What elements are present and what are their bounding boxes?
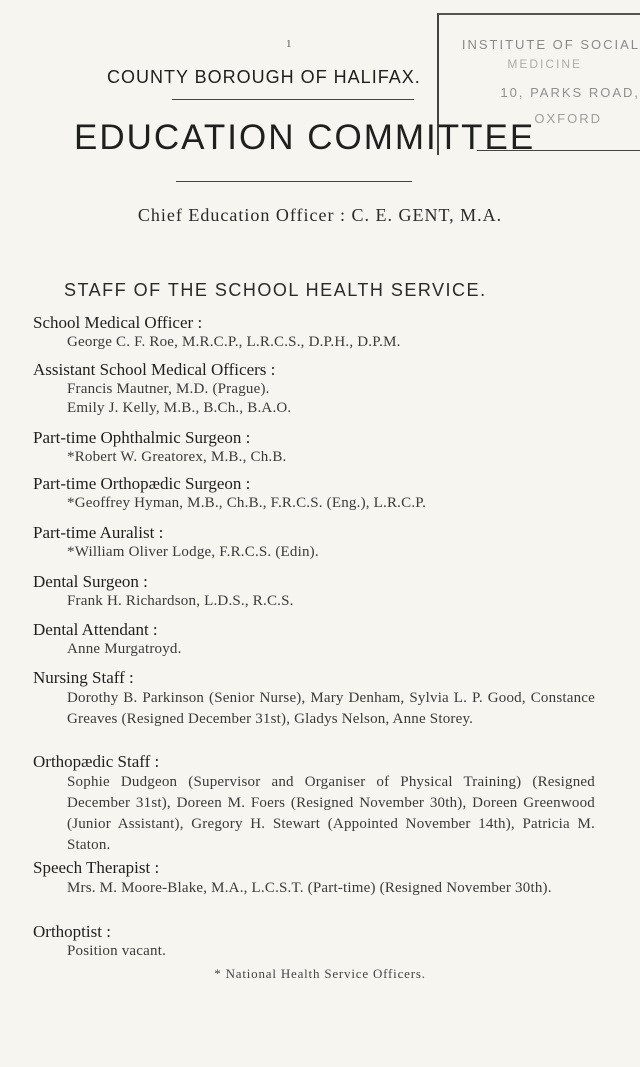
staff-entry: Anne Murgatroyd. [67,641,182,657]
section-school-medical-officer [33,313,603,352]
staff-entry: Frank H. Richardson, L.D.S., R.C.S. [67,593,294,609]
staff-entry: *Geoffrey Hyman, M.B., Ch.B., F.R.C.S. (Eng.), L.R.C.P. [67,495,427,511]
chief-officer-line: Chief Education Officer : C. E. GENT, M.A. [137,205,503,225]
section-ophthalmic-surgeon [33,428,603,467]
section-heading: Speech Therapist : [33,858,160,877]
staff-paragraph: Mrs. M. Moore-Blake, M.A., L.C.S.T. (Part-time) (Resigned November 30th). [67,880,552,896]
stamp-line: MEDICINE [507,57,582,71]
staff-entry: Emily J. Kelly, M.B., B.Ch., B.A.O. [67,400,292,416]
stamp-line: INSTITUTE OF SOCIAL [461,37,640,52]
staff-paragraph: Dorothy B. Parkinson (Senior Nurse), Mary Denham, Sylvia L. P. Good, Constance Greaves (Resigned December 31st), Gladys Nelson, Anne Storey. [67,690,595,727]
section-speech-therapist [33,858,603,899]
section-heading: Dental Surgeon : [33,572,148,591]
section-heading: Dental Attendant : [33,620,158,639]
section-heading: Part-time Ophthalmic Surgeon : [33,428,251,447]
section-heading: Part-time Orthopædic Surgeon : [33,474,251,493]
section-heading: Nursing Staff : [33,668,134,687]
committee-title: EDUCATION COMMITTEE [74,118,536,157]
section-heading: Part-time Auralist : [33,523,164,542]
section-orthopaedic-surgeon [33,474,603,513]
section-heading: Orthoptist : [33,922,111,941]
section-auralist [33,523,603,562]
page-number: 1 [286,38,292,50]
footnote: * National Health Service Officers. [214,966,426,981]
section-orthoptist [33,922,603,961]
staff-heading: STAFF OF THE SCHOOL HEALTH SERVICE. [64,280,487,300]
section-dental-surgeon [33,572,603,611]
section-heading: School Medical Officer : [33,313,203,332]
staff-entry: Francis Mautner, M.D. (Prague). [67,381,270,397]
county-heading: COUNTY BOROUGH OF HALIFAX. [107,67,421,87]
section-heading: Orthopædic Staff : [33,752,160,771]
staff-entry: *Robert W. Greatorex, M.B., Ch.B. [67,449,287,465]
staff-entry: *William Oliver Lodge, F.R.C.S. (Edin). [67,544,319,560]
section-dental-attendant [33,620,603,659]
section-nursing-staff [33,668,603,730]
section-heading: Assistant School Medical Officers : [33,360,276,379]
stamp-line: OXFORD [534,111,602,126]
divider [176,181,412,182]
staff-paragraph: Sophie Dudgeon (Supervisor and Organiser of Physical Training) (Resigned December 31st), Doreen M. Foers (Resigned November 30th), Doreen Greenwood (Junior Assistant), Gregory H. Stewart (Appointed November 14th), Patricia M. Staton. [67,774,595,853]
section-assistant-medical-officers [33,360,603,418]
divider [172,99,414,100]
section-orthopaedic-staff [33,752,603,856]
stamp-line: 10, PARKS ROAD, [500,85,640,100]
staff-entry: George C. F. Roe, M.R.C.P., L.R.C.S., D.P.H., D.P.M. [67,334,401,350]
divider [477,150,640,151]
staff-entry: Position vacant. [67,943,167,959]
